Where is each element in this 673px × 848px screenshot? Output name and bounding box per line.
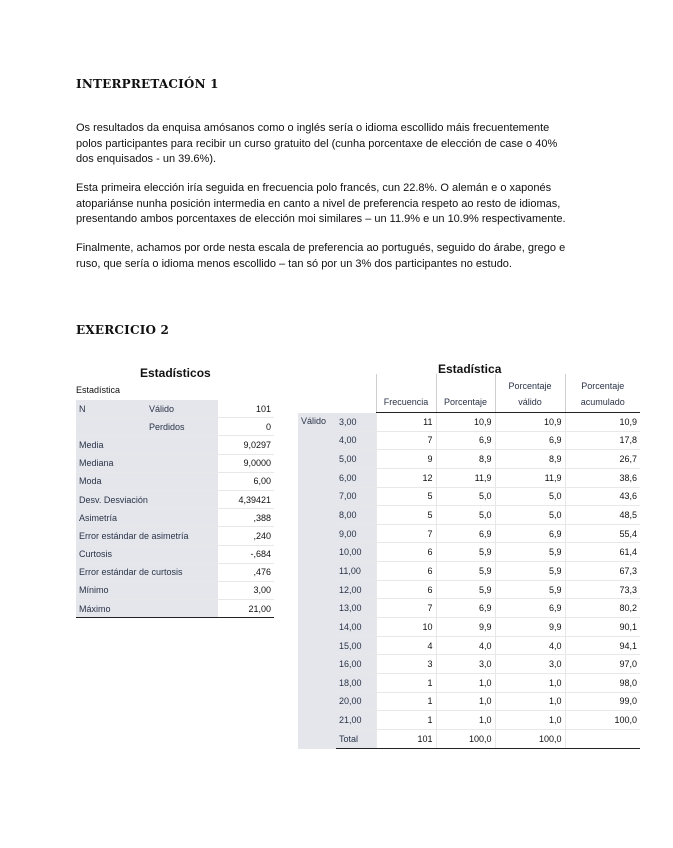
cell-pct: 100,0 xyxy=(436,729,495,748)
category-value: 20,00 xyxy=(336,692,376,711)
cell-freq: 1 xyxy=(376,673,436,692)
valid-label: Válido xyxy=(146,400,218,418)
paragraph-line: Finalmente, achamos por orde nesta escala de preferencia ao portugués, seguido do árabe, grego e xyxy=(76,242,566,254)
stat-value: 21,00 xyxy=(218,600,274,618)
cell-valid: 5,0 xyxy=(495,487,565,506)
missing-label: Perdidos xyxy=(146,418,218,436)
table-row xyxy=(76,545,274,563)
paragraph-1 xyxy=(76,121,596,168)
cell-pct: 1,0 xyxy=(436,692,495,711)
col-header-valid-percent: Porcentaje válido xyxy=(495,374,565,413)
category-value: 16,00 xyxy=(336,655,376,674)
table-row xyxy=(298,543,640,562)
cell-cum: 98,0 xyxy=(565,673,640,692)
paragraph-line: Esta primeira elección iría seguida en frecuencia polo francés, cun 22.8%. O alemán e o xaponés xyxy=(76,182,552,194)
missing-value: 0 xyxy=(218,418,274,436)
cell-freq: 11 xyxy=(376,413,436,432)
table-row xyxy=(298,506,640,525)
category-value: Total xyxy=(336,729,376,748)
cell-cum: 38,6 xyxy=(565,468,640,487)
cell-cum: 100,0 xyxy=(565,711,640,730)
table-row xyxy=(298,692,640,711)
cell-cum: 43,6 xyxy=(565,487,640,506)
category-value: 11,00 xyxy=(336,562,376,581)
cell-cum: 10,9 xyxy=(565,413,640,432)
col-header-cumulative-percent: Porcentaje acumulado xyxy=(565,374,640,413)
table-row xyxy=(76,527,274,545)
cell-cum: 26,7 xyxy=(565,450,640,469)
cell-cum: 97,0 xyxy=(565,655,640,674)
table-row xyxy=(298,413,640,432)
paragraph-line: polos participantes para recibir un curso gratuito del (cunha porcentaxe de elección de case o 40% xyxy=(76,137,558,150)
table-row xyxy=(76,436,274,454)
cell-cum: 73,3 xyxy=(565,580,640,599)
cell-freq: 10 xyxy=(376,618,436,637)
cell-valid: 100,0 xyxy=(495,729,565,748)
cell-freq: 7 xyxy=(376,431,436,450)
cell-freq: 6 xyxy=(376,562,436,581)
stats-table xyxy=(76,400,274,618)
cell-pct: 6,9 xyxy=(436,599,495,618)
cell-pct: 4,0 xyxy=(436,636,495,655)
valid-value: 101 xyxy=(218,400,274,418)
cell-valid: 1,0 xyxy=(495,673,565,692)
stat-label: Asimetría xyxy=(76,509,218,527)
stat-value: 4,39421 xyxy=(218,490,274,508)
category-value: 8,00 xyxy=(336,506,376,525)
stat-label: Media xyxy=(76,436,218,454)
n-label: N xyxy=(76,400,146,418)
stat-value: 3,00 xyxy=(218,581,274,599)
cell-freq: 6 xyxy=(376,580,436,599)
paragraph-line: dos enquisados - un 39.6%). xyxy=(76,153,217,165)
category-value: 15,00 xyxy=(336,636,376,655)
cell-pct: 6,9 xyxy=(436,431,495,450)
cell-cum xyxy=(565,729,640,748)
table-row xyxy=(76,581,274,599)
category-value: 9,00 xyxy=(336,524,376,543)
cell-valid: 3,0 xyxy=(495,655,565,674)
category-value: 5,00 xyxy=(336,450,376,469)
cell-freq: 3 xyxy=(376,655,436,674)
cell-valid: 6,9 xyxy=(495,599,565,618)
table-row xyxy=(298,431,640,450)
table-header-row xyxy=(298,374,640,413)
cell-cum: 61,4 xyxy=(565,543,640,562)
table-row xyxy=(298,599,640,618)
category-value: 13,00 xyxy=(336,599,376,618)
cell-cum: 90,1 xyxy=(565,618,640,637)
cell-cum: 48,5 xyxy=(565,506,640,525)
paragraph-line: ruso, que sería o idioma menos escollido – tan só por un 3% dos participantes no estudo. xyxy=(76,257,512,270)
category-value: 18,00 xyxy=(336,673,376,692)
table-row xyxy=(298,636,640,655)
stat-value: ,388 xyxy=(218,509,274,527)
stat-value: -,684 xyxy=(218,545,274,563)
table-row xyxy=(298,655,640,674)
paragraph-line: presentando ambos porcentaxes de elección moi similares – un 11.9% e un 10.9% respectivamente. xyxy=(76,213,566,225)
cell-freq: 5 xyxy=(376,487,436,506)
cell-pct: 10,9 xyxy=(436,413,495,432)
table-row xyxy=(76,600,274,618)
cell-freq: 5 xyxy=(376,506,436,525)
cell-pct: 3,0 xyxy=(436,655,495,674)
cell-valid: 9,9 xyxy=(495,618,565,637)
cell-freq: 12 xyxy=(376,468,436,487)
table-row xyxy=(298,450,640,469)
cell-pct: 8,9 xyxy=(436,450,495,469)
cell-pct: 6,9 xyxy=(436,524,495,543)
stats-table-title: Estadísticos xyxy=(140,366,211,380)
stat-label: Mediana xyxy=(76,454,218,472)
cell-pct: 5,0 xyxy=(436,487,495,506)
cell-freq: 1 xyxy=(376,692,436,711)
table-row xyxy=(76,454,274,472)
cell-freq: 9 xyxy=(376,450,436,469)
cell-pct: 1,0 xyxy=(436,711,495,730)
freq-table-title: Estadística xyxy=(438,362,502,376)
table-row xyxy=(298,580,640,599)
cell-freq: 7 xyxy=(376,599,436,618)
table-row xyxy=(298,729,640,748)
cell-pct: 5,0 xyxy=(436,506,495,525)
paragraph-3 xyxy=(76,241,596,272)
cell-valid: 6,9 xyxy=(495,431,565,450)
cell-valid: 1,0 xyxy=(495,692,565,711)
cell-pct: 1,0 xyxy=(436,673,495,692)
cell-pct: 11,9 xyxy=(436,468,495,487)
cell-valid: 1,0 xyxy=(495,711,565,730)
stats-table-subtitle: Estadística xyxy=(76,385,121,395)
col-header-percent: Porcentaje xyxy=(436,374,495,413)
cell-cum: 17,8 xyxy=(565,431,640,450)
col-header-frequency: Frecuencia xyxy=(376,374,436,413)
stat-value: ,240 xyxy=(218,527,274,545)
stat-label: Máximo xyxy=(76,600,218,618)
cell-pct: 9,9 xyxy=(436,618,495,637)
stat-value: 6,00 xyxy=(218,472,274,490)
cell-pct: 5,9 xyxy=(436,580,495,599)
category-value: 12,00 xyxy=(336,580,376,599)
cell-cum: 94,1 xyxy=(565,636,640,655)
cell-valid: 4,0 xyxy=(495,636,565,655)
cell-valid: 5,9 xyxy=(495,562,565,581)
cell-cum: 99,0 xyxy=(565,692,640,711)
freq-table xyxy=(298,374,640,749)
stat-label: Error estándar de asimetría xyxy=(76,527,218,545)
stat-label: Desv. Desviación xyxy=(76,490,218,508)
table-row xyxy=(76,490,274,508)
cell-valid: 11,9 xyxy=(495,468,565,487)
cell-freq: 6 xyxy=(376,543,436,562)
stat-value: 9,0000 xyxy=(218,454,274,472)
cell-freq: 7 xyxy=(376,524,436,543)
category-value: 7,00 xyxy=(336,487,376,506)
cell-valid: 5,0 xyxy=(495,506,565,525)
section-heading-interpretacion: INTERPRETACIÓN 1 xyxy=(76,77,219,91)
stat-label: Curtosis xyxy=(76,545,218,563)
category-value: 6,00 xyxy=(336,468,376,487)
table-row xyxy=(76,563,274,581)
table-row xyxy=(298,524,640,543)
table-row xyxy=(298,468,640,487)
cell-cum: 55,4 xyxy=(565,524,640,543)
cell-cum: 67,3 xyxy=(565,562,640,581)
cell-freq: 101 xyxy=(376,729,436,748)
table-row xyxy=(76,400,274,418)
table-row xyxy=(298,487,640,506)
cell-valid: 5,9 xyxy=(495,543,565,562)
cell-valid: 10,9 xyxy=(495,413,565,432)
category-value: 21,00 xyxy=(336,711,376,730)
table-row xyxy=(298,711,640,730)
paragraph-line: atopariánse nunha posición intermedia en canto a nivel de preferencia respeto ao resto de idiomas, xyxy=(76,197,561,210)
stat-value: 9,0297 xyxy=(218,436,274,454)
cell-pct: 5,9 xyxy=(436,562,495,581)
table-row xyxy=(76,509,274,527)
category-value: 10,00 xyxy=(336,543,376,562)
cell-freq: 1 xyxy=(376,711,436,730)
cell-valid: 5,9 xyxy=(495,580,565,599)
cell-freq: 4 xyxy=(376,636,436,655)
cell-pct: 5,9 xyxy=(436,543,495,562)
cell-valid: 8,9 xyxy=(495,450,565,469)
table-row xyxy=(298,618,640,637)
table-row xyxy=(76,472,274,490)
group-label: Válido xyxy=(298,413,336,749)
stat-label: Mínimo xyxy=(76,581,218,599)
stat-value: ,476 xyxy=(218,563,274,581)
category-value: 4,00 xyxy=(336,431,376,450)
category-value: 3,00 xyxy=(336,413,376,432)
table-row xyxy=(76,418,274,436)
stat-label: Error estándar de curtosis xyxy=(76,563,218,581)
paragraph-line: Os resultados da enquisa amósanos como o inglés sería o idioma escollido máis frecuentemente xyxy=(76,122,550,134)
cell-cum: 80,2 xyxy=(565,599,640,618)
category-value: 14,00 xyxy=(336,618,376,637)
stat-label: Moda xyxy=(76,472,218,490)
table-row xyxy=(298,673,640,692)
table-row xyxy=(298,562,640,581)
section-heading-exercicio: EXERCICIO 2 xyxy=(76,323,170,337)
paragraph-2 xyxy=(76,181,596,228)
cell-valid: 6,9 xyxy=(495,524,565,543)
